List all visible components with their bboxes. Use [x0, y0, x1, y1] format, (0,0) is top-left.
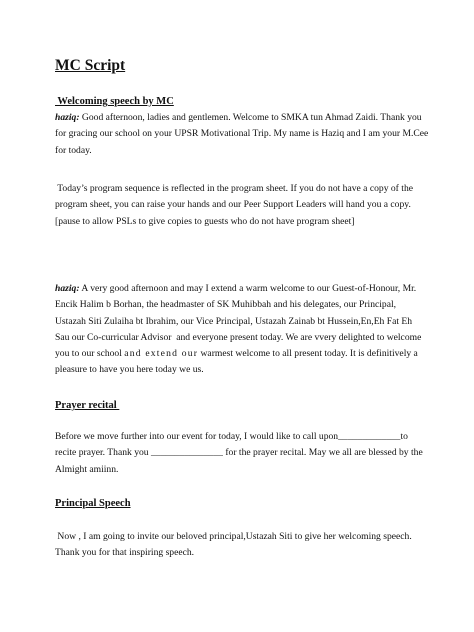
text-segment: Good afternoon, ladies and gentlemen. Welcome to SMKA tun Ahmad Zaidi. Thank you: [79, 112, 422, 123]
text-line: Before we move further into our event for today, I would like to call upon_____________to: [55, 431, 408, 442]
paragraph-haziq-guests: [55, 281, 420, 379]
text-line: Now , I am going to invite our beloved principal,Ustazah Siti to give her welcoming speech.: [55, 531, 412, 542]
text-line: for today.: [55, 144, 92, 156]
text-segment: A very good afternoon and may I extend a warm welcome to our Guest-of-Honour, Mr.: [79, 283, 417, 294]
paragraph-principal: [55, 529, 420, 562]
text-line: Today’s program sequence is reflected in the program sheet. If you do not have a copy of the: [55, 183, 413, 194]
text-segment: you to our school: [55, 348, 125, 360]
text-line: pleasure to have you here today we us.: [55, 364, 204, 376]
speaker-label: haziq:: [55, 112, 80, 123]
text-segment-spaced: and extend our: [124, 348, 199, 360]
text-line: Ustazah Siti Zulaiha bt Ibrahim, our Vice Principal, Ustazah Zainab bt Hussein,En,Eh Fat Eh: [55, 315, 413, 327]
heading-principal-speech: Principal Speech: [55, 498, 131, 509]
text-line: program sheet, you can raise your hands and our Peer Support Leaders will hand you a copy.: [55, 199, 411, 211]
paragraph-prayer: [55, 429, 423, 478]
text-line: [pause to allow PSLs to give copies to guests who do not have program sheet]: [55, 215, 355, 227]
text-line: for gracing our school on your UPSR Motivational Trip. My name is Haziq and I am your M.Cee: [55, 128, 429, 140]
heading-prayer-recital: Prayer recital: [55, 400, 120, 411]
text-line: recite prayer. Thank you _______________ for the prayer recital. May we all are blessed by the: [55, 447, 423, 459]
text-segment: warmest welcome to all present today. It is definitively a: [198, 348, 418, 360]
speaker-label: haziq:: [55, 283, 80, 294]
document-title: MC Script: [55, 57, 126, 74]
text-line: [55, 281, 420, 297]
paragraph-haziq-welcome: [55, 110, 429, 159]
text-line: Encik Halim b Borhan, the headmaster of SK Muhibbah and his delegates, our Principal,: [55, 299, 397, 311]
text-line: Almight amiinn.: [55, 463, 119, 475]
paragraph-program-sequence: [55, 181, 420, 230]
text-line: Thank you for that inspiring speech.: [55, 547, 195, 559]
text-line: [55, 346, 420, 362]
text-line: Sau our Co-curricular Advisor and everyone present today. We are vvery delighted to welcome: [55, 331, 422, 343]
heading-welcoming-speech: Welcoming speech by MC: [55, 96, 174, 107]
text-line: [55, 110, 420, 126]
